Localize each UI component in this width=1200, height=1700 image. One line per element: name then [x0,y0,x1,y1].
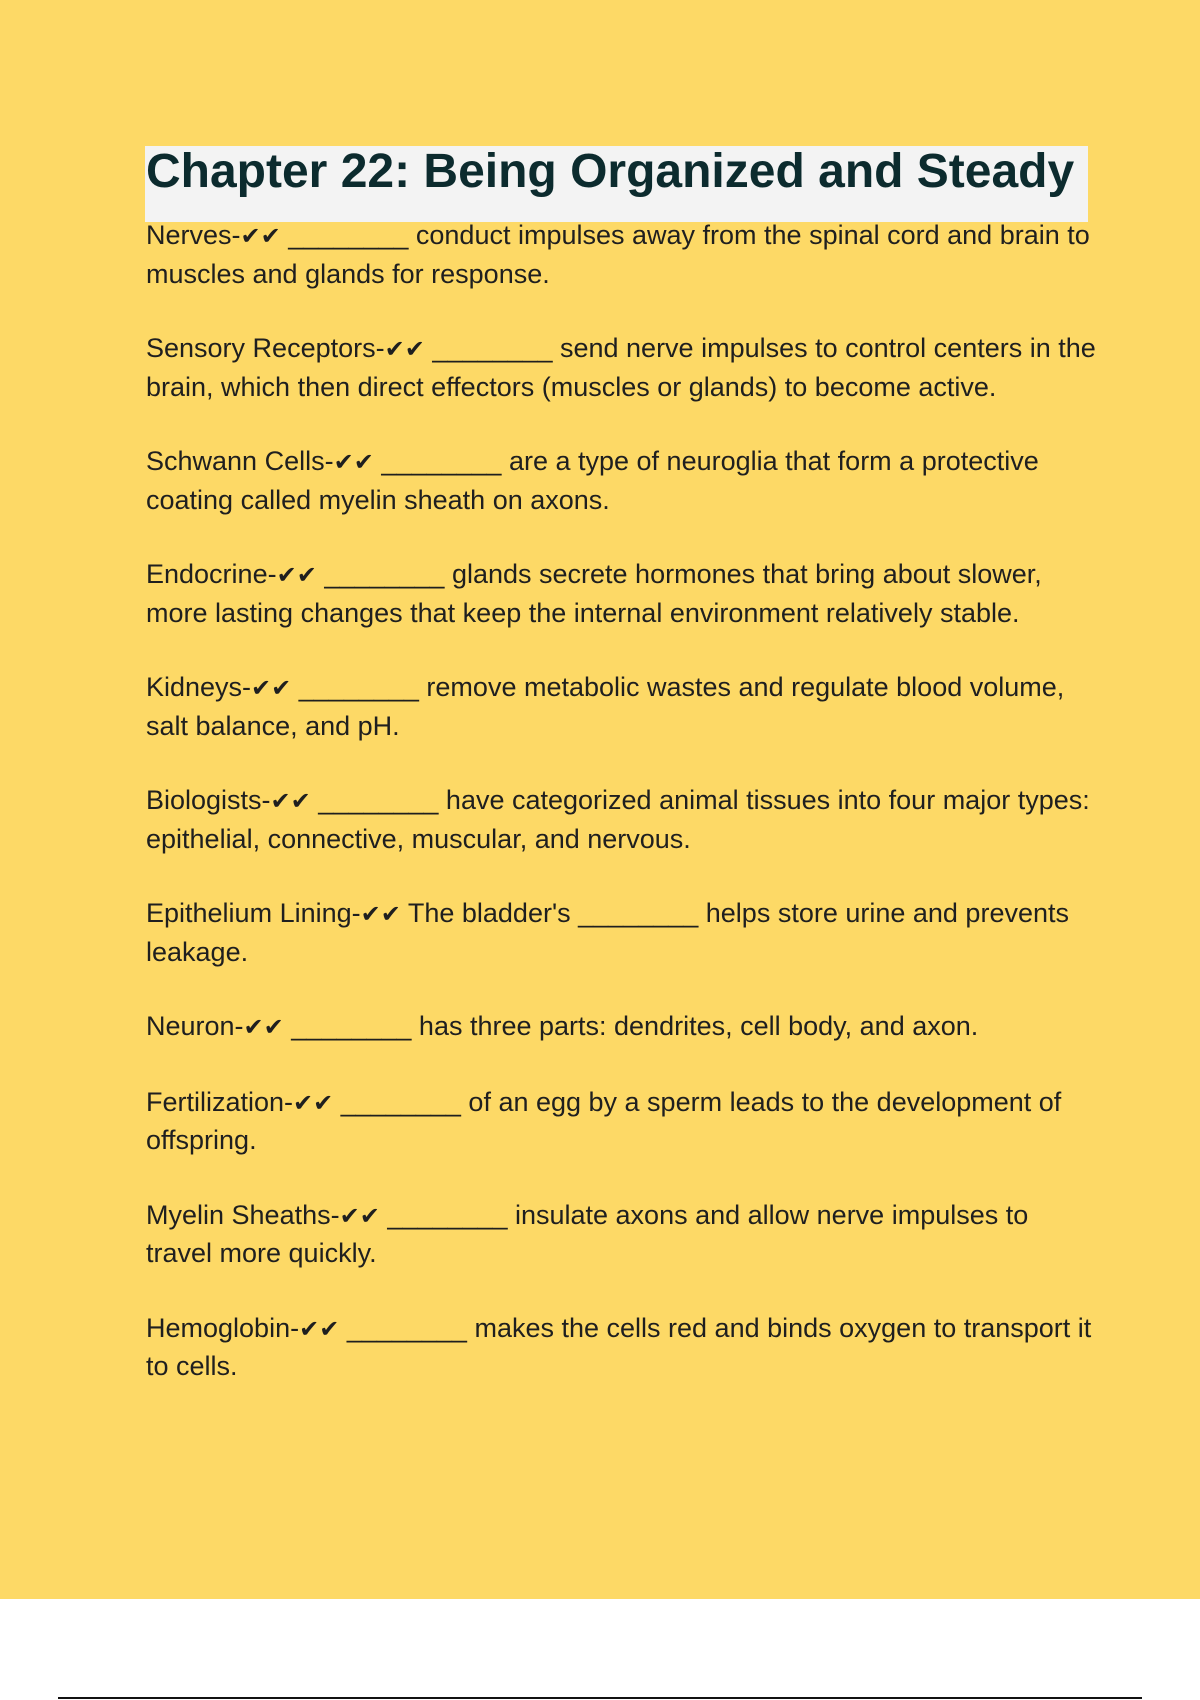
list-item [146,556,1096,632]
check-icon: ✔✔ [333,448,374,476]
entry-text: makes the cells red and binds oxygen to transport it to cells. [146,1312,1092,1381]
entry-blank: ________ [381,446,502,476]
entry-blank: ________ [324,559,445,589]
entry-text: remove metabolic wastes and regulate blood volume, salt balance, and pH. [146,672,1065,741]
list-item [146,1084,1096,1160]
entry-term: Sensory Receptors- [146,333,385,363]
entry-term: Biologists- [146,785,271,815]
check-icon: ✔✔ [293,1088,334,1117]
list-item [146,669,1096,745]
entry-blank: ________ [291,1011,412,1041]
page-title: Chapter 22: Being Organized and Steady [146,145,1075,198]
list-item [146,1008,1096,1047]
list-item [146,330,1096,406]
entry-list [146,217,1096,1423]
entry-text: send nerve impulses to control centers in the brain, which then direct effectors (muscles or glands) to become active. [146,333,1096,402]
entry-text: glands secrete hormones that bring about slower, more lasting changes that keep the internal environment relatively stable. [146,559,1042,628]
entry-term: Fertilization- [146,1086,294,1117]
entry-blank: ________ [340,1086,461,1117]
list-item [146,895,1096,971]
list-item [146,1197,1096,1273]
check-icon: ✔✔ [299,1314,340,1343]
entry-term: Nerves- [146,220,241,250]
check-icon: ✔✔ [276,561,317,589]
entry-blank: ________ [288,220,409,250]
entry-term: Schwann Cells- [146,446,334,476]
check-icon: ✔✔ [360,900,401,928]
entry-term: Neuron- [146,1011,244,1041]
entry-blank: ________ [318,785,439,815]
list-item [146,1310,1096,1386]
entry-text: has three parts: dendrites, cell body, and axon. [411,1011,979,1041]
list-item [146,443,1096,519]
entry-blank: ________ [346,1312,467,1343]
entry-text: conduct impulses away from the spinal cord and brain to muscles and glands for response. [146,220,1090,289]
entry-text: helps store urine and prevents leakage. [146,898,1069,967]
entry-term: Epithelium Lining- [146,898,361,928]
check-icon: ✔✔ [270,787,311,815]
entry-text: of an egg by a sperm leads to the development of offspring. [146,1086,1062,1155]
check-icon: ✔✔ [243,1013,284,1041]
entry-term: Kidneys- [146,672,252,702]
entry-term: Hemoglobin- [146,1312,300,1343]
check-icon: ✔✔ [384,335,425,363]
check-icon: ✔✔ [339,1201,380,1230]
entry-blank: ________ [387,1199,508,1230]
check-icon: ✔✔ [240,222,281,250]
entry-prefix: The bladder's [407,898,579,928]
entry-text: have categorized animal tissues into four major types: epithelial, connective, muscular, and nervous. [146,785,1090,854]
entry-term: Endocrine- [146,559,277,589]
footer-divider [58,1697,1142,1699]
list-item [146,217,1096,293]
entry-term: Myelin Sheaths- [146,1199,340,1230]
entry-text: insulate axons and allow nerve impulses to travel more quickly. [146,1199,1029,1268]
entry-text: are a type of neuroglia that form a protective coating called myelin sheath on axons. [146,446,1039,515]
check-icon: ✔✔ [251,674,292,702]
entry-blank: ________ [298,672,419,702]
entry-blank: ________ [432,333,553,363]
entry-blank: ________ [578,898,699,928]
list-item [146,782,1096,858]
